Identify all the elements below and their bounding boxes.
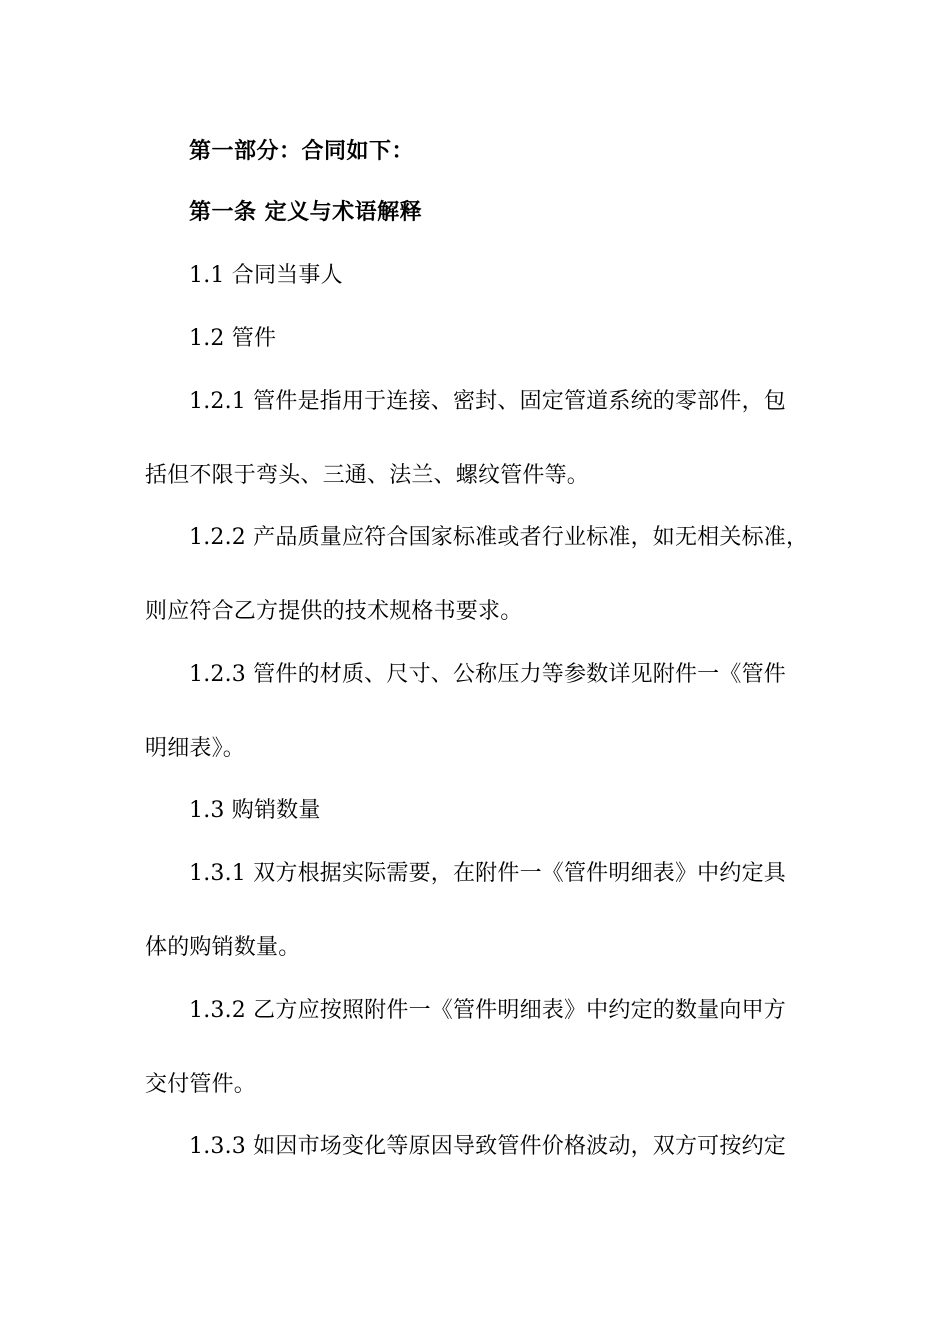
clause-1-3-1-line-1: 1.3.1 双方根据实际需要，在附件一《管件明细表》中约定具 bbox=[189, 861, 786, 886]
clause-1-2-3-line-1: 1.2.3 管件的材质、尺寸、公称压力等参数详见附件一《管件 bbox=[189, 662, 786, 687]
clause-1-2-1-line-2: 括但不限于弯头、三通、法兰、螺纹管件等。 bbox=[145, 463, 590, 488]
clause-1-2: 1.2 管件 bbox=[189, 326, 277, 351]
clause-1-2-2-line-2: 则应符合乙方提供的技术规格书要求。 bbox=[145, 599, 523, 624]
article-heading: 第一条 定义与术语解释 bbox=[189, 200, 423, 225]
clause-1-2-2-line-1: 1.2.2 产品质量应符合国家标准或者行业标准，如无相关标准， bbox=[189, 525, 809, 550]
clause-1-3-1-line-2: 体的购销数量。 bbox=[145, 935, 301, 960]
clause-1-2-1-line-1: 1.2.1 管件是指用于连接、密封、固定管道系统的零部件，包 bbox=[189, 389, 786, 414]
clause-1-3: 1.3 购销数量 bbox=[189, 798, 321, 823]
clause-1-3-2-line-1: 1.3.2 乙方应按照附件一《管件明细表》中约定的数量向甲方 bbox=[189, 998, 786, 1023]
clause-1-3-3-line-1: 1.3.3 如因市场变化等原因导致管件价格波动，双方可按约定 bbox=[189, 1134, 786, 1159]
part-heading: 第一部分：合同如下： bbox=[189, 139, 415, 164]
clause-1-1: 1.1 合同当事人 bbox=[189, 263, 343, 288]
clause-1-3-2-line-2: 交付管件。 bbox=[145, 1072, 257, 1097]
clause-1-2-3-line-2: 明细表》。 bbox=[145, 736, 246, 761]
